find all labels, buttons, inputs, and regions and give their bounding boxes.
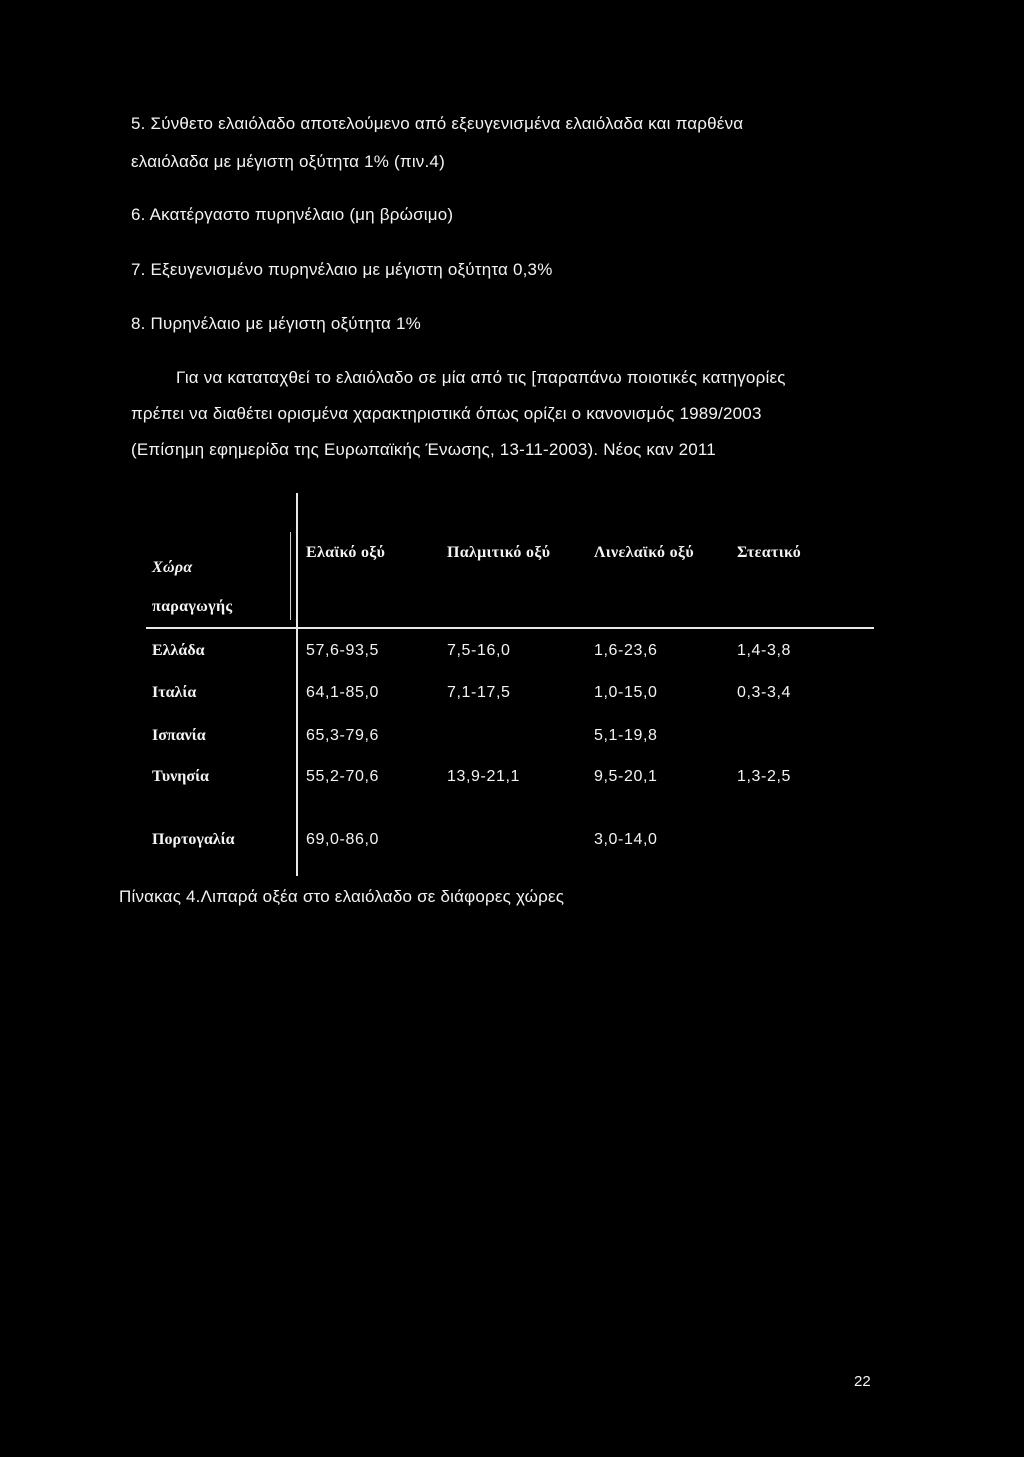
table-cell: 5,1-19,8	[594, 727, 658, 744]
table-cell: 65,3-79,6	[306, 727, 380, 744]
table-caption: Πίνακας 4.Λιπαρά οξέα στο ελαιόλαδο σε διάφορες χώρες	[119, 887, 565, 906]
table-cell: 0,3-3,4	[737, 684, 792, 701]
table-row-country: Πορτογαλία	[152, 831, 235, 848]
table-row-country: Τυνησία	[152, 768, 209, 785]
table-header-rule	[146, 627, 874, 629]
paragraph-line-2: πρέπει να διαθέτει ορισμένα χαρακτηριστικά όπως ορίζει ο κανονισμός 1989/2003	[131, 404, 762, 423]
table-cell: 1,4-3,8	[737, 642, 792, 659]
table-vertical-rule	[296, 493, 298, 876]
header-country-line2: παραγωγής	[152, 598, 233, 615]
table-cell: 64,1-85,0	[306, 684, 380, 701]
table-cell: 1,0-15,0	[594, 684, 658, 701]
header-country-line1: Χώρα	[152, 559, 193, 576]
table-cell: 7,1-17,5	[447, 684, 511, 701]
header-col-linoleic: Λινελαϊκό οξύ	[594, 544, 694, 561]
paragraph-line-3: (Επίσημη εφημερίδα της Ευρωπαϊκής Ένωσης, 13-11-2003). Νέος καν 2011	[131, 440, 716, 459]
table-row-country: Ιταλία	[152, 684, 197, 701]
table-cell: 1,3-2,5	[737, 768, 792, 785]
list-item-7: 7. Εξευγενισμένο πυρηνέλαιο με μέγιστη οξύτητα 0,3%	[131, 260, 553, 279]
table-vertical-rule-short	[290, 532, 291, 620]
list-item-5: 5. Σύνθετο ελαιόλαδο αποτελούμενο από εξευγενισμένα ελαιόλαδα και παρθένα	[131, 114, 744, 133]
table-cell: 7,5-16,0	[447, 642, 511, 659]
table-cell: 69,0-86,0	[306, 831, 380, 848]
table-cell: 1,6-23,6	[594, 642, 658, 659]
table-cell: 55,2-70,6	[306, 768, 380, 785]
table-cell: 13,9-21,1	[447, 768, 521, 785]
page-number: 22	[854, 1373, 871, 1390]
list-item-6: 6. Ακατέργαστο πυρηνέλαιο (μη βρώσιμο)	[131, 205, 454, 224]
header-col-palmitic: Παλμιτικό οξύ	[447, 544, 551, 561]
table-cell: 57,6-93,5	[306, 642, 380, 659]
table-row-country: Ελλάδα	[152, 642, 205, 659]
table-cell: 3,0-14,0	[594, 831, 658, 848]
header-col-oleic: Ελαϊκό οξύ	[306, 544, 386, 561]
header-col-stearic: Στεατικό	[737, 544, 801, 561]
table-row-country: Ισπανία	[152, 727, 206, 744]
table-cell: 9,5-20,1	[594, 768, 658, 785]
paragraph-line-1: Για να καταταχθεί το ελαιόλαδο σε μία από τις [παραπάνω ποιοτικές κατηγορίες	[176, 368, 786, 387]
list-item-5-continuation: ελαιόλαδα με μέγιστη οξύτητα 1% (πιν.4)	[131, 152, 445, 171]
list-item-8: 8. Πυρηνέλαιο με μέγιστη οξύτητα 1%	[131, 314, 421, 333]
